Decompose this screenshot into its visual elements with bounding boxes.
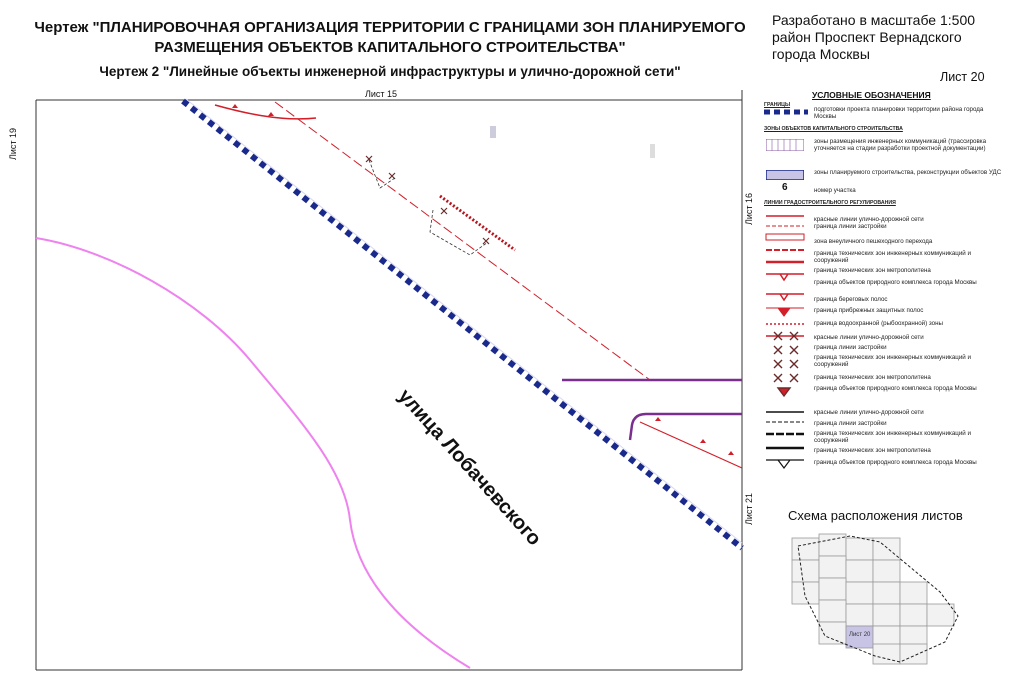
adjacent-sheet-right-lower: Лист 21: [744, 492, 754, 525]
project-border: [183, 101, 742, 548]
legend-g2-1: граница линии застройки: [814, 344, 887, 351]
legend-number-label: номер участка: [814, 187, 856, 194]
legend-title: УСЛОВНЫЕ ОБОЗНАЧЕНИЯ: [812, 90, 931, 100]
legend-g1-8: граница водоохранной (рыбоохранной) зоны: [814, 320, 943, 327]
street-label: улица Лобачевского: [393, 385, 546, 550]
adjacent-sheet-top: Лист 15: [365, 89, 398, 99]
legend-g2-2: граница технических зон инженерных коммуникаций и сооружений: [814, 354, 971, 368]
scheme-title: Схема расположения листов: [788, 508, 963, 523]
legend-section-lines: ЛИНИИ ГРАДОСТРОИТЕЛЬНОГО РЕГУЛИРОВАНИЯ: [764, 200, 896, 206]
legend-g3-2: граница технических зон инженерных коммуникаций и сооружений: [814, 430, 971, 444]
cross-markers: [366, 156, 489, 244]
legend-g1-0: красные линии улично-дорожной сети: [814, 216, 924, 223]
legend-g2-4: граница объектов природного комплекса города Москвы: [814, 385, 977, 392]
legend-section-zones: ЗОНЫ ОБЪЕКТОВ КАПИТАЛЬНОГО СТРОИТЕЛЬСТВА: [764, 126, 903, 132]
legend-g3-0: красные линии улично-дорожной сети: [814, 409, 924, 416]
legend-border-project: подготовки проекта планировки территории района города Москвы: [814, 106, 984, 120]
legend-g1-3: граница технических зон инженерных коммуникаций и сооружений: [814, 250, 971, 264]
uds-zone-symbol-icon: [766, 170, 804, 180]
legend-g2-0: красные линии улично-дорожной сети: [814, 334, 924, 341]
legend-zone-engineering: зоны размещения инженерных коммуникаций (трассировка уточняется на стадии разработки проектной документации): [814, 138, 987, 152]
legend-g2-3: граница технических зон метрополитена: [814, 374, 931, 381]
legend-g1-1: граница линии застройки: [814, 223, 887, 230]
legend-g3-4: граница объектов природного комплекса города Москвы: [814, 459, 977, 466]
legend: [760, 92, 1006, 492]
scale-line: Разработано в масштабе 1:500: [772, 12, 976, 28]
drawing-subtitle: Чертеж 2 "Линейные объекты инженерной инфраструктуры и улично-дорожной сети": [99, 64, 681, 79]
red-line-dashed: [275, 102, 650, 380]
legend-g1-6: граница береговых полос: [814, 296, 888, 303]
adjacent-sheet-right-upper: Лист 16: [744, 192, 754, 225]
legend-g3-3: граница технических зон метрополитена: [814, 447, 931, 454]
red-line-curve: [215, 105, 316, 119]
adjacent-sheet-left: Лист 19: [8, 127, 18, 160]
district-line: район Проспект Вернадского: [772, 29, 962, 45]
legend-g1-4: граница технических зон метрополитена: [814, 267, 931, 274]
nature-complex-boundary: [36, 238, 470, 668]
engineering-zone-symbol-icon: [766, 139, 804, 151]
sheet-number: Лист 20: [940, 70, 985, 84]
purple-line-lower: [630, 414, 742, 440]
red-line-lower: [640, 422, 742, 468]
legend-g1-2: зона внеуличного пешеходного перехода: [814, 238, 933, 245]
legend-g1-7: граница прибрежных защитных полос: [814, 307, 924, 314]
legend-group1-symbols: [764, 210, 810, 330]
legend-section-borders: ГРАНИЦЫ: [764, 102, 791, 108]
legend-zone-uds: зоны планируемого строительства, реконструкции объектов УДС: [814, 169, 1002, 176]
sheet-layout-scheme: [780, 526, 1010, 666]
title-line-1: Чертеж "ПЛАНИРОВОЧНАЯ ОРГАНИЗАЦИЯ ТЕРРИТОРИИ С ГРАНИЦАМИ ЗОН ПЛАНИРУЕМОГО: [34, 19, 746, 36]
legend-group3-symbols: [764, 406, 810, 470]
legend-group2-symbols: [764, 330, 810, 402]
legend-number-sample: 6: [782, 182, 788, 193]
city-line: города Москвы: [772, 46, 870, 62]
title-line-2: РАЗМЕЩЕНИЯ ОБЪЕКТОВ КАПИТАЛЬНОГО СТРОИТЕЛЬСТВА": [154, 39, 626, 56]
scheme-grid: [792, 534, 954, 664]
engineering-zone-segment: [440, 196, 515, 250]
border-symbol-icon: [764, 108, 808, 116]
scheme-highlighted-label: Лист 20: [849, 632, 871, 638]
legend-g1-5: граница объектов природного комплекса города Москвы: [814, 279, 977, 286]
legend-g3-1: граница линии застройки: [814, 420, 887, 427]
